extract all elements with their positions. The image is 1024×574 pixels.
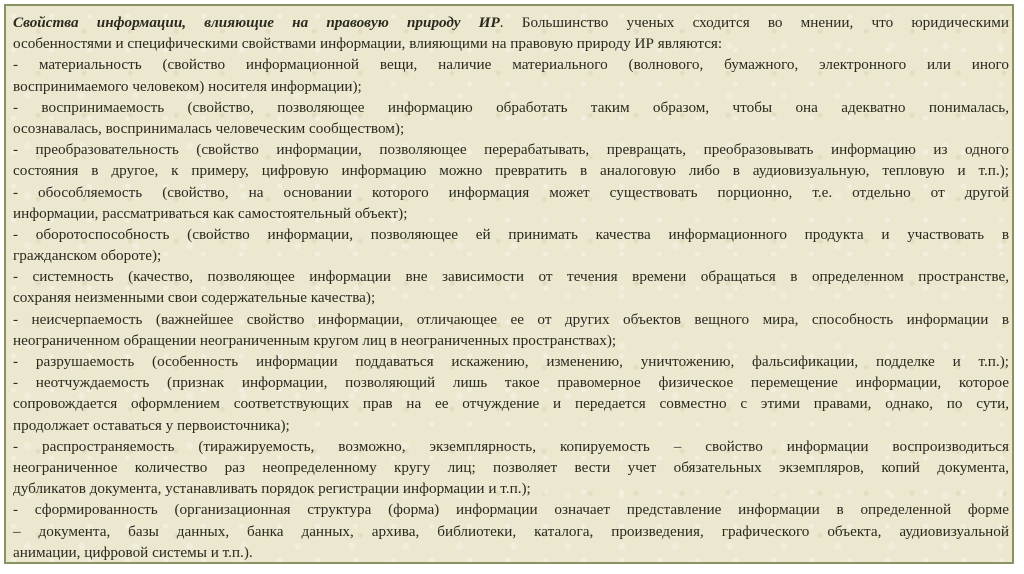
text-line: анимации, цифровой системы и т.п.). xyxy=(13,543,253,561)
heading-lead: Свойства информации, влияющие на правовую природу ИР xyxy=(13,14,500,31)
text-line xyxy=(13,12,1009,33)
body-text xyxy=(13,12,1009,563)
text-line: воспринимаемого человеком) носителя информации); xyxy=(13,77,362,95)
text-line: неограниченном обращении неограниченным кругом лиц в неограниченных пространствах); xyxy=(13,331,617,349)
text-line: неограниченное количество раз неопределенному кругу лиц; позволяет вести учет обязательных экземпляров, копий документа, xyxy=(13,458,1009,476)
text-line: - неисчерпаемость (важнейшее свойство информации, отличающее ее от других объектов вещного мира, способность информации в xyxy=(13,310,1009,328)
text-line: дубликатов документа, устанавливать порядок регистрации информации и т.п.); xyxy=(13,480,531,498)
text-line: - разрушаемость (особенность информации поддаваться искажению, изменению, уничтожению, фальсификации, подделке и т.п.); xyxy=(13,353,1009,370)
text-line: – документа, базы данных, банка данных, архива, библиотеки, каталога, произведения, графического объекта, аудиовизуальной xyxy=(13,522,1009,540)
text-line: информации, рассматриваться как самостоятельный объект); xyxy=(13,204,408,222)
text-line: сохраняя неизменными свои содержательные качества); xyxy=(13,289,376,307)
heading-continuation: . Большинство ученых сходится во мнении, что юридическими xyxy=(499,14,1010,31)
text-line: - воспринимаемость (свойство, позволяющее информацию обработать таким образом, чтобы она адекватно понималась, xyxy=(13,98,1009,116)
text-line: - неотчуждаемость (признак информации, позволяющий лишь такое правомерное физическое перемещение информации, которое xyxy=(13,374,1009,392)
text-line: состояния в другое, к примеру, цифровую информацию можно превратить в аналоговую либо в аудиовизуальную, тепловую и т.п.); xyxy=(13,162,1009,180)
text-line: продолжает оставаться у первоисточника); xyxy=(13,416,290,434)
text-panel xyxy=(4,4,1014,564)
text-line: - оборотоспособность (свойство информации, позволяющее ей принимать качества информационного продукта и участвовать в xyxy=(13,225,1009,243)
text-line: - преобразовательность (свойство информации, позволяющее перерабатывать, превращать, преобразовывать информацию из одного xyxy=(13,141,1009,159)
text-line: - распространяемость (тиражируемость, возможно, экземплярность, копируемость – свойство информации воспроизводиться xyxy=(13,437,1009,455)
text-line: гражданском обороте); xyxy=(13,247,162,265)
text-line: - обособляемость (свойство, на основании которого информация может существовать порционно, т.е. отдельно от другой xyxy=(13,183,1009,201)
text-line: - сформированность (организационная структура (форма) информации означает представление информации в определенной форме xyxy=(13,501,1009,519)
text-line: сопровождается оформлением соответствующих прав на ее отчуждение и передается совместно с этими правами, однако, по сути, xyxy=(13,395,1009,413)
text-line: - материальность (свойство информационной вещи, наличие материального (волнового, бумажного, электронного или иного xyxy=(13,56,1009,74)
text-line: особенностями и специфическими свойствами информации, влияющими на правовую природу ИР являются: xyxy=(13,35,723,53)
text-line: - системность (качество, позволяющее информации вне зависимости от течения времени обращаться в определенном пространстве, xyxy=(13,268,1009,286)
text-line: осознавалась, воспринималась человеческим сообществом); xyxy=(13,119,405,137)
